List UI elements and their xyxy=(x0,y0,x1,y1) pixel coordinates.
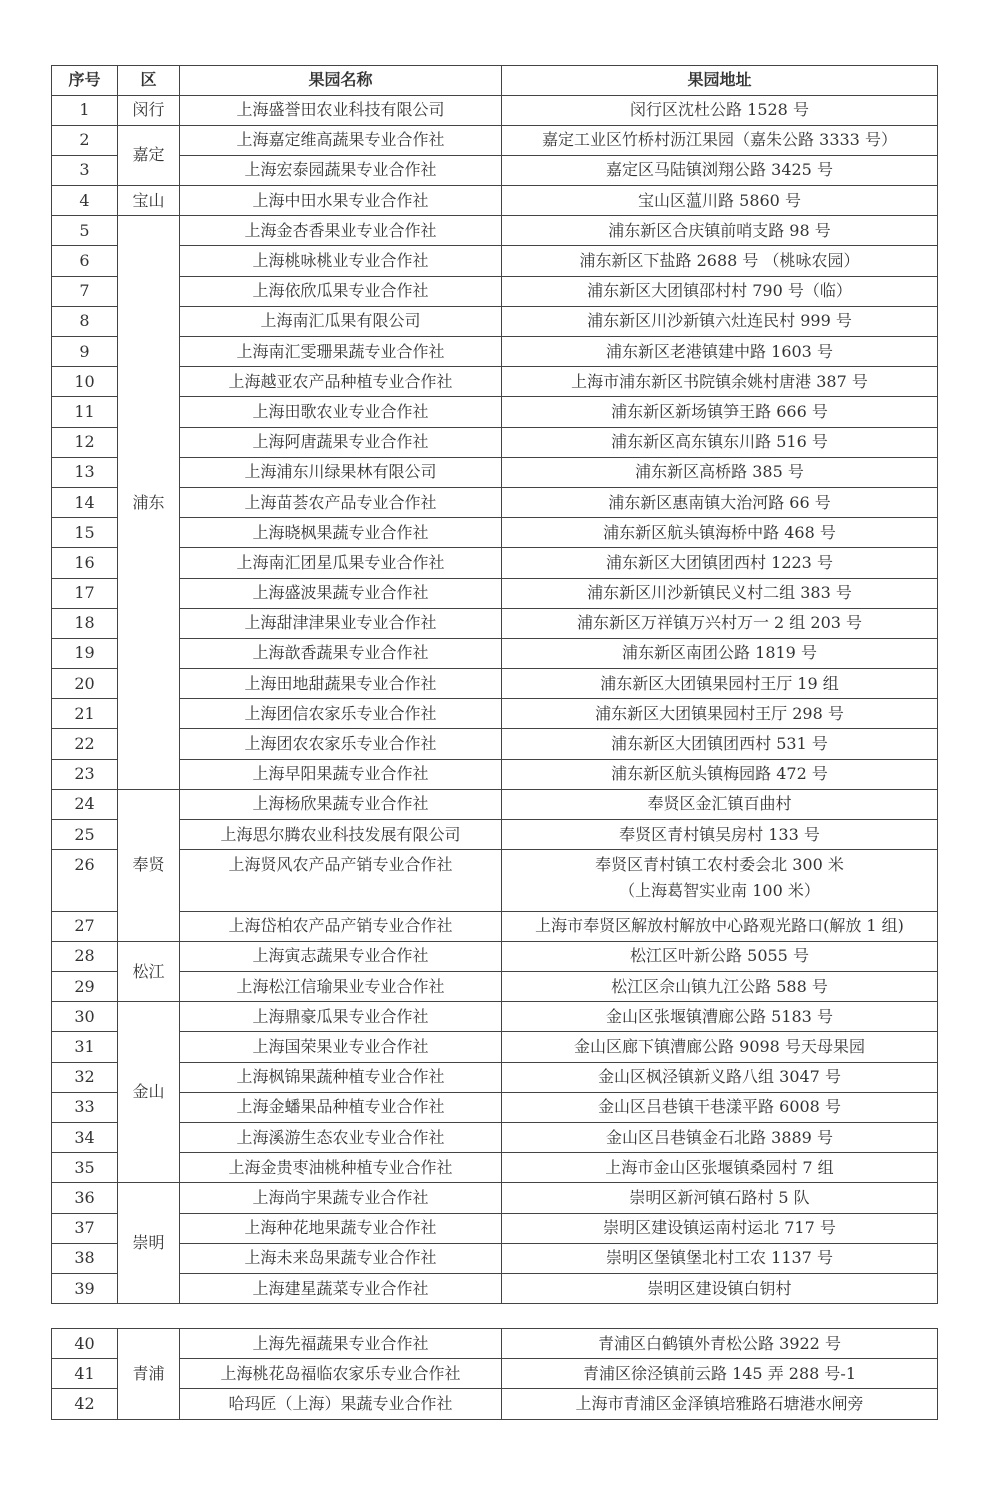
table-row xyxy=(52,548,938,578)
orchard-address: 青浦区白鹤镇外青松公路 3922 号 xyxy=(502,1329,938,1359)
row-number: 2 xyxy=(52,125,118,155)
orchard-name: 上海南汇团星瓜果专业合作社 xyxy=(180,548,502,578)
row-number: 22 xyxy=(52,729,118,759)
orchard-address: 浦东新区老港镇建中路 1603 号 xyxy=(502,337,938,367)
row-number: 13 xyxy=(52,457,118,487)
orchard-name: 上海田地甜蔬果专业合作社 xyxy=(180,669,502,699)
orchard-name: 上海金贵枣油桃种植专业合作社 xyxy=(180,1153,502,1183)
table-row xyxy=(52,427,938,457)
orchard-address-line2: （上海葛智实业南 100 米） xyxy=(619,881,820,901)
orchard-name: 上海寅志蔬果专业合作社 xyxy=(180,941,502,971)
orchard-name: 上海浦东川绿果林有限公司 xyxy=(180,457,502,487)
orchard-name: 上海宏泰园蔬果专业合作社 xyxy=(180,155,502,185)
row-number: 33 xyxy=(52,1092,118,1122)
orchard-name: 上海贤风农产品产销专业合作社 xyxy=(180,850,502,912)
table-row xyxy=(52,1123,938,1153)
row-number: 4 xyxy=(52,186,118,216)
orchard-address: 崇明区堡镇堡北村工农 1137 号 xyxy=(502,1243,938,1273)
orchard-name: 上海松江信瑜果业专业合作社 xyxy=(180,972,502,1002)
orchard-address: 上海市青浦区金泽镇培雅路石塘港水闸旁 xyxy=(502,1389,938,1419)
row-number: 41 xyxy=(52,1359,118,1389)
table-row xyxy=(52,669,938,699)
orchard-name: 上海嘉定维高蔬果专业合作社 xyxy=(180,125,502,155)
table-row xyxy=(52,1359,938,1389)
orchard-address: 上海市浦东新区书院镇余姚村唐港 387 号 xyxy=(502,367,938,397)
table-row xyxy=(52,1032,938,1062)
table-row xyxy=(52,1389,938,1419)
table-row xyxy=(52,397,938,427)
row-number: 1 xyxy=(52,95,118,125)
orchard-name: 上海阿唐蔬果专业合作社 xyxy=(180,427,502,457)
orchard-name: 上海田歌农业专业合作社 xyxy=(180,397,502,427)
table-row xyxy=(52,759,938,789)
row-number: 36 xyxy=(52,1183,118,1213)
table-row xyxy=(52,729,938,759)
orchard-address: 嘉定区马陆镇浏翔公路 3425 号 xyxy=(502,155,938,185)
orchard-address: 浦东新区航头镇海桥中路 468 号 xyxy=(502,518,938,548)
row-number: 28 xyxy=(52,941,118,971)
row-number: 12 xyxy=(52,427,118,457)
row-number: 15 xyxy=(52,518,118,548)
orchard-address-line1: 奉贤区青村镇工农村委会北 300 米 xyxy=(595,855,844,875)
orchard-address: 浦东新区合庆镇前哨支路 98 号 xyxy=(502,216,938,246)
orchard-address: 金山区吕巷镇干巷漾平路 6008 号 xyxy=(502,1092,938,1122)
table-header-row xyxy=(52,66,938,96)
orchard-name: 上海建星蔬菜专业合作社 xyxy=(180,1273,502,1303)
table-row xyxy=(52,1213,938,1243)
orchard-address: 宝山区蕰川路 5860 号 xyxy=(502,186,938,216)
district-cell: 金山 xyxy=(118,1002,180,1183)
table-row xyxy=(52,911,938,941)
header-orchard-name: 果园名称 xyxy=(180,66,502,96)
row-number: 27 xyxy=(52,911,118,941)
row-number: 8 xyxy=(52,306,118,336)
row-number: 39 xyxy=(52,1273,118,1303)
table-row xyxy=(52,1092,938,1122)
orchard-address: 嘉定工业区竹桥村沥江果园（嘉朱公路 3333 号） xyxy=(502,125,938,155)
row-number: 30 xyxy=(52,1002,118,1032)
table-row xyxy=(52,699,938,729)
orchard-address: 浦东新区川沙新镇民义村二组 383 号 xyxy=(502,578,938,608)
row-number: 10 xyxy=(52,367,118,397)
orchard-name: 上海歆香蔬果专业合作社 xyxy=(180,638,502,668)
orchard-address: 浦东新区新场镇笋王路 666 号 xyxy=(502,397,938,427)
orchard-name: 上海尚宇果蔬专业合作社 xyxy=(180,1183,502,1213)
orchard-address: 奉贤区青村镇吴房村 133 号 xyxy=(502,820,938,850)
row-number: 40 xyxy=(52,1329,118,1359)
table-row xyxy=(52,1062,938,1092)
table-row xyxy=(52,638,938,668)
orchard-name: 上海国荣果业专业合作社 xyxy=(180,1032,502,1062)
orchard-name: 上海越亚农产品种植专业合作社 xyxy=(180,367,502,397)
orchard-address: 奉贤区金汇镇百曲村 xyxy=(502,789,938,819)
orchard-address: 浦东新区高东镇东川路 516 号 xyxy=(502,427,938,457)
orchard-address: 浦东新区川沙新镇六灶连民村 999 号 xyxy=(502,306,938,336)
table-row xyxy=(52,95,938,125)
orchard-address: 浦东新区南团公路 1819 号 xyxy=(502,638,938,668)
orchard-address: 浦东新区惠南镇大治河路 66 号 xyxy=(502,487,938,517)
orchard-address: 青浦区徐泾镇前云路 145 弄 288 号-1 xyxy=(502,1359,938,1389)
row-number: 24 xyxy=(52,789,118,819)
orchard-table-part1 xyxy=(51,65,938,1304)
orchard-name: 上海团农农家乐专业合作社 xyxy=(180,729,502,759)
orchard-name: 上海杨欣果蔬专业合作社 xyxy=(180,789,502,819)
table-row xyxy=(52,1002,938,1032)
table-row xyxy=(52,276,938,306)
row-number: 9 xyxy=(52,337,118,367)
orchard-name: 上海苗荟农产品专业合作社 xyxy=(180,487,502,517)
orchard-name: 上海枫锦果蔬种植专业合作社 xyxy=(180,1062,502,1092)
orchard-name: 上海早阳果蔬专业合作社 xyxy=(180,759,502,789)
row-number: 37 xyxy=(52,1213,118,1243)
orchard-name: 上海未来岛果蔬专业合作社 xyxy=(180,1243,502,1273)
orchard-name: 上海中田水果专业合作社 xyxy=(180,186,502,216)
orchard-address xyxy=(502,850,938,912)
table-row xyxy=(52,850,938,912)
orchard-name: 上海鼎豪瓜果专业合作社 xyxy=(180,1002,502,1032)
table-row xyxy=(52,186,938,216)
table-row xyxy=(52,125,938,155)
orchard-address: 浦东新区大团镇果园村王厅 19 组 xyxy=(502,669,938,699)
orchard-address: 上海市金山区张堰镇桑园村 7 组 xyxy=(502,1153,938,1183)
row-number: 3 xyxy=(52,155,118,185)
district-cell: 青浦 xyxy=(118,1329,180,1420)
row-number: 6 xyxy=(52,246,118,276)
row-number: 11 xyxy=(52,397,118,427)
orchard-name: 上海盛誉田农业科技有限公司 xyxy=(180,95,502,125)
row-number: 25 xyxy=(52,820,118,850)
table-row xyxy=(52,608,938,638)
orchard-address: 上海市奉贤区解放村解放中心路观光路口(解放 1 组) xyxy=(502,911,938,941)
row-number: 35 xyxy=(52,1153,118,1183)
orchard-address: 金山区吕巷镇金石北路 3889 号 xyxy=(502,1123,938,1153)
orchard-name: 上海金杏香果业专业合作社 xyxy=(180,216,502,246)
table-row xyxy=(52,246,938,276)
orchard-name: 上海先福蔬果专业合作社 xyxy=(180,1329,502,1359)
header-orchard-address: 果园地址 xyxy=(502,66,938,96)
orchard-address: 崇明区建设镇运南村运北 717 号 xyxy=(502,1213,938,1243)
orchard-address: 闵行区沈杜公路 1528 号 xyxy=(502,95,938,125)
orchard-name: 上海团信农家乐专业合作社 xyxy=(180,699,502,729)
orchard-address: 浦东新区大团镇团西村 1223 号 xyxy=(502,548,938,578)
district-cell: 崇明 xyxy=(118,1183,180,1304)
table-row xyxy=(52,216,938,246)
row-number: 7 xyxy=(52,276,118,306)
district-cell: 闵行 xyxy=(118,95,180,125)
district-cell: 宝山 xyxy=(118,186,180,216)
orchard-name: 上海晓枫果蔬专业合作社 xyxy=(180,518,502,548)
table-row xyxy=(52,972,938,1002)
orchard-address: 松江区叶新公路 5055 号 xyxy=(502,941,938,971)
table-row xyxy=(52,337,938,367)
orchard-address: 浦东新区大团镇果园村王厅 298 号 xyxy=(502,699,938,729)
district-cell: 松江 xyxy=(118,941,180,1001)
orchard-name: 上海思尔腾农业科技发展有限公司 xyxy=(180,820,502,850)
orchard-name: 哈玛匠（上海）果蔬专业合作社 xyxy=(180,1389,502,1419)
orchard-name: 上海种花地果蔬专业合作社 xyxy=(180,1213,502,1243)
table-row xyxy=(52,941,938,971)
table-row xyxy=(52,306,938,336)
row-number: 21 xyxy=(52,699,118,729)
orchard-name: 上海南汇雯珊果蔬专业合作社 xyxy=(180,337,502,367)
row-number: 16 xyxy=(52,548,118,578)
row-number: 31 xyxy=(52,1032,118,1062)
table-row xyxy=(52,578,938,608)
table-row xyxy=(52,820,938,850)
orchard-address: 浦东新区航头镇梅园路 472 号 xyxy=(502,759,938,789)
orchard-address: 松江区佘山镇九江公路 588 号 xyxy=(502,972,938,1002)
row-number: 26 xyxy=(52,850,118,912)
orchard-address: 金山区枫泾镇新义路八组 3047 号 xyxy=(502,1062,938,1092)
orchard-address: 浦东新区高桥路 385 号 xyxy=(502,457,938,487)
row-number: 29 xyxy=(52,972,118,1002)
orchard-address: 浦东新区万祥镇万兴村万一 2 组 203 号 xyxy=(502,608,938,638)
orchard-address: 金山区廊下镇漕廊公路 9098 号天母果园 xyxy=(502,1032,938,1062)
orchard-name: 上海桃咏桃业专业合作社 xyxy=(180,246,502,276)
row-number: 42 xyxy=(52,1389,118,1419)
table-row xyxy=(52,487,938,517)
header-district: 区 xyxy=(118,66,180,96)
orchard-name: 上海依欣瓜果专业合作社 xyxy=(180,276,502,306)
row-number: 20 xyxy=(52,669,118,699)
row-number: 32 xyxy=(52,1062,118,1092)
header-number: 序号 xyxy=(52,66,118,96)
orchard-address: 浦东新区下盐路 2688 号 （桃咏农园） xyxy=(502,246,938,276)
orchard-address: 崇明区建设镇白钥村 xyxy=(502,1273,938,1303)
row-number: 34 xyxy=(52,1123,118,1153)
row-number: 19 xyxy=(52,638,118,668)
orchard-address: 崇明区新河镇石路村 5 队 xyxy=(502,1183,938,1213)
orchard-name: 上海金蟠果品种植专业合作社 xyxy=(180,1092,502,1122)
table-row xyxy=(52,155,938,185)
table-row xyxy=(52,1153,938,1183)
orchard-name: 上海盛波果蔬专业合作社 xyxy=(180,578,502,608)
table-row xyxy=(52,1273,938,1303)
row-number: 18 xyxy=(52,608,118,638)
orchard-address: 浦东新区大团镇邵村村 790 号（临） xyxy=(502,276,938,306)
table-row xyxy=(52,457,938,487)
district-cell: 奉贤 xyxy=(118,789,180,941)
orchard-address: 浦东新区大团镇团西村 531 号 xyxy=(502,729,938,759)
orchard-name: 上海桃花岛福临农家乐专业合作社 xyxy=(180,1359,502,1389)
orchard-name: 上海南汇瓜果有限公司 xyxy=(180,306,502,336)
district-cell: 浦东 xyxy=(118,216,180,790)
table-row xyxy=(52,1329,938,1359)
row-number: 5 xyxy=(52,216,118,246)
district-cell: 嘉定 xyxy=(118,125,180,185)
table-row xyxy=(52,1183,938,1213)
row-number: 23 xyxy=(52,759,118,789)
table-row xyxy=(52,518,938,548)
orchard-name: 上海溪游生态农业专业合作社 xyxy=(180,1123,502,1153)
row-number: 38 xyxy=(52,1243,118,1273)
table-row xyxy=(52,789,938,819)
orchard-table-part2 xyxy=(51,1328,938,1420)
row-number: 17 xyxy=(52,578,118,608)
orchard-name: 上海甜津津果业专业合作社 xyxy=(180,608,502,638)
row-number: 14 xyxy=(52,487,118,517)
orchard-name: 上海岱柏农产品产销专业合作社 xyxy=(180,911,502,941)
table-row xyxy=(52,367,938,397)
table-row xyxy=(52,1243,938,1273)
orchard-address: 金山区张堰镇漕廊公路 5183 号 xyxy=(502,1002,938,1032)
